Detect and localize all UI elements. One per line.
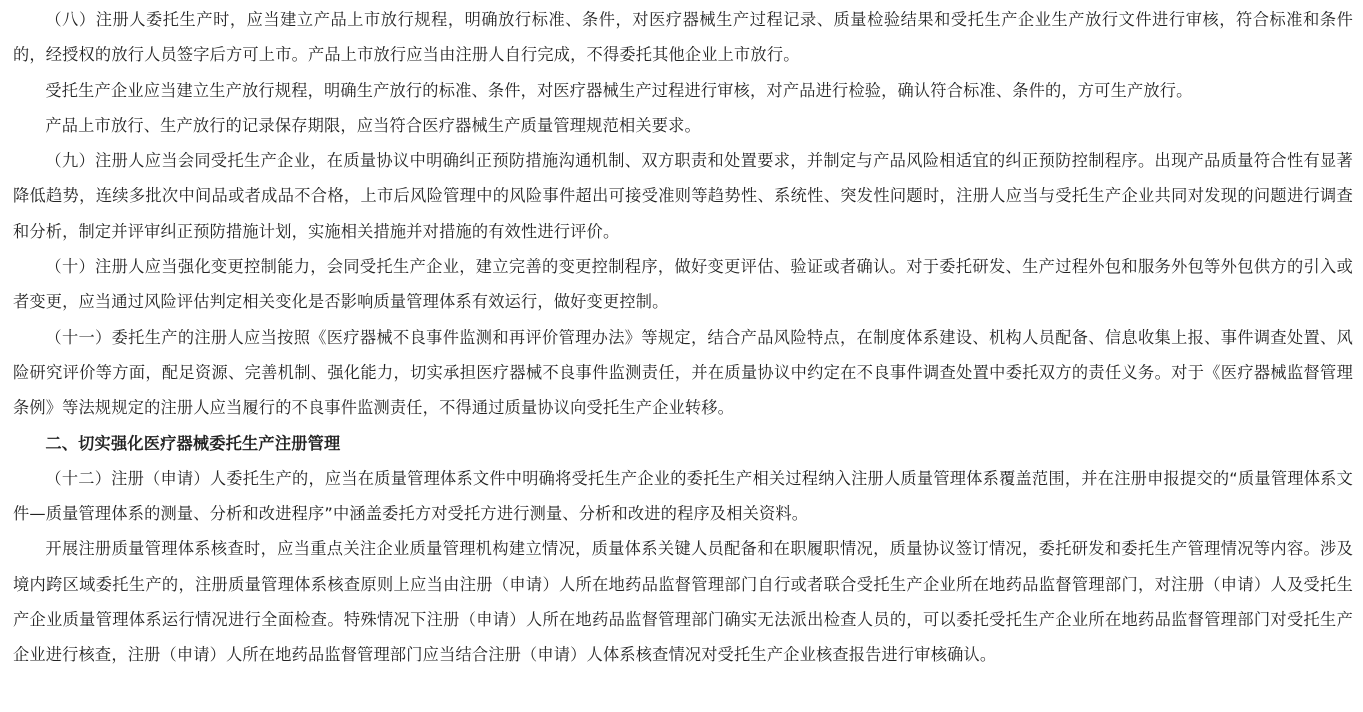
paragraph-8: （八）注册人委托生产时，应当建立产品上市放行规程，明确放行标准、条件，对医疗器械生产过程记录、质量检验结果和受托生产企业生产放行文件进行审核，符合标准和条件的，经授权的放行人员签字后方可上市。产品上市放行应当由注册人自行完成，不得委托其他企业上市放行。 bbox=[13, 10, 1353, 65]
document-body bbox=[13, 2, 1353, 673]
paragraph-8-release: 受托生产企业应当建立生产放行规程，明确生产放行的标准、条件，对医疗器械生产过程进行审核，对产品进行检验，确认符合标准、条件的，方可生产放行。 bbox=[45, 80, 1193, 100]
section-heading: 二、切实强化医疗器械委托生产注册管理 bbox=[45, 433, 341, 453]
paragraph-10: （十）注册人应当强化变更控制能力，会同受托生产企业，建立完善的变更控制程序，做好变更评估、验证或者确认。对于委托研发、生产过程外包和服务外包等外包供方的引入或者变更，应当通过风险评估判定相关变化是否影响质量管理体系有效运行，做好变更控制。 bbox=[13, 257, 1353, 312]
paragraph-12-inspection: 开展注册质量管理体系核查时，应当重点关注企业质量管理机构建立情况，质量体系关键人员配备和在职履职情况，质量协议签订情况，委托研发和委托生产管理情况等内容。涉及境内跨区域委托生产的，注册质量管理体系核查原则上应当由注册（申请）人所在地药品监督管理部门自行或者联合受托生产企业所在地药品监督管理部门，对注册（申请）人及受托生产企业质量管理体系运行情况进行全面检查。特殊情况下注册（申请）人所在地药品监督管理部门确实无法派出检查人员的，可以委托受托生产企业所在地药品监督管理部门对受托生产企业进行核查，注册（申请）人所在地药品监督管理部门应当结合注册（申请）人体系核查情况对受托生产企业核查报告进行审核确认。 bbox=[13, 539, 1353, 665]
paragraph-12: （十二）注册（申请）人委托生产的，应当在质量管理体系文件中明确将受托生产企业的委托生产相关过程纳入注册人质量管理体系覆盖范围，并在注册申报提交的“质量管理体系文件—质量管理体系的测量、分析和改进程序”中涵盖委托方对受托方进行测量、分析和改进的程序及相关资料。 bbox=[13, 468, 1353, 524]
paragraph-11: （十一）委托生产的注册人应当按照《医疗器械不良事件监测和再评价管理办法》等规定，结合产品风险特点，在制度体系建设、机构人员配备、信息收集上报、事件调查处置、风险研究评价等方面，配足资源、完善机制、强化能力，切实承担医疗器械不良事件监测责任，并在质量协议中约定在不良事件调查处置中委托双方的责任义务。对于《医疗器械监督管理条例》等法规规定的注册人应当履行的不良事件监测责任，不得通过质量协议向受托生产企业转移。 bbox=[13, 327, 1353, 418]
paragraph-8-records: 产品上市放行、生产放行的记录保存期限，应当符合医疗器械生产质量管理规范相关要求。 bbox=[45, 115, 701, 135]
paragraph-9: （九）注册人应当会同受托生产企业，在质量协议中明确纠正预防措施沟通机制、双方职责和处置要求，并制定与产品风险相适宜的纠正预防控制程序。出现产品质量符合性有显著降低趋势，连续多批次中间品或者成品不合格，上市后风险管理中的风险事件超出可接受准则等趋势性、系统性、突发性问题时，注册人应当与受托生产企业共同对发现的问题进行调查和分析，制定并评审纠正预防措施计划，实施相关措施并对措施的有效性进行评价。 bbox=[13, 151, 1353, 241]
